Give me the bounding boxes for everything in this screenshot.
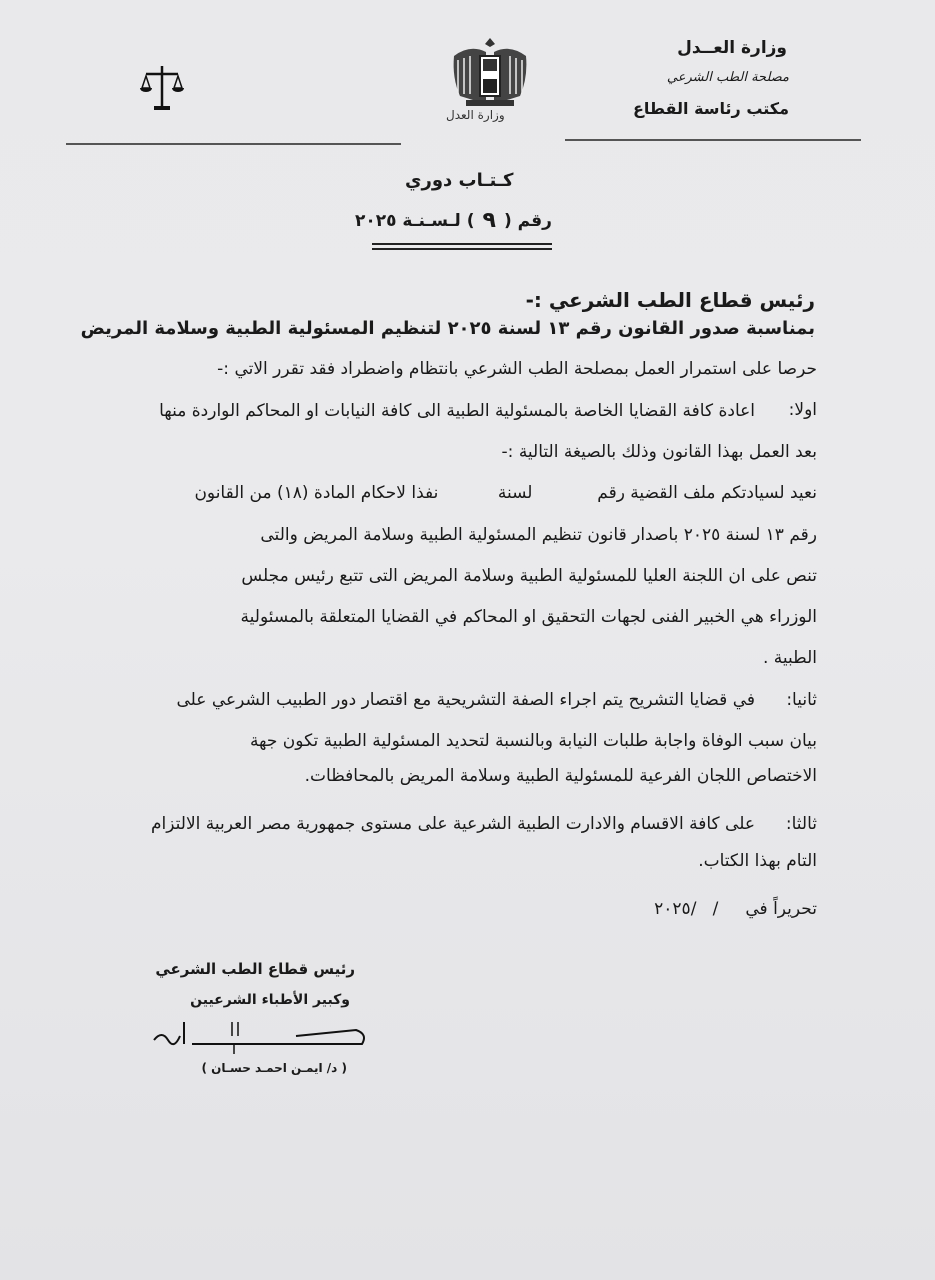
department-name: مصلحة الطب الشرعي bbox=[666, 70, 789, 85]
item-line: الوزراء هي الخبير الفنى لجهات التحقيق او المحاكم في القضايا المتعلقة بالمسئولية bbox=[240, 607, 817, 627]
item-line: التام بهذا الكتاب. bbox=[698, 851, 817, 871]
item-line: على كافة الاقسام والادارت الطبية الشرعية على مستوى جمهورية مصر العربية الالتزام bbox=[151, 814, 755, 834]
item-line: رقم ١٣ لسنة ٢٠٢٥ باصدار قانون تنظيم المسئولية الطبية وسلامة المريض والتى bbox=[260, 525, 817, 545]
item-line: الاختصاص اللجان الفرعية للمسئولية الطبية وسلامة المريض بالمحافظات. bbox=[304, 766, 817, 786]
item-line: اعادة كافة القضايا الخاصة بالمسئولية الطبية الى كافة النيابات او المحاكم الواردة منها bbox=[159, 401, 755, 421]
signatory-title-2: وكبير الأطباء الشرعيين bbox=[190, 992, 350, 1008]
document-number bbox=[355, 208, 552, 233]
title-underline-2 bbox=[372, 248, 552, 250]
item-label: اولا: bbox=[788, 400, 817, 420]
emblem-caption: وزارة العدل bbox=[446, 108, 505, 122]
item-label: ثانيا: bbox=[786, 690, 817, 710]
document-number-label: رقم ( bbox=[503, 210, 552, 231]
title-underline bbox=[372, 243, 552, 245]
item-line: تنص على ان اللجنة العليا للمسئولية الطبية وسلامة المريض التى تتبع رئيس مجلس bbox=[241, 566, 817, 586]
date-line: تحريراً في / /٢٠٢٥ bbox=[654, 899, 817, 919]
item-line: في قضايا التشريح يتم اجراء الصفة التشريحية مع اقتصار دور الطبيب الشرعي على bbox=[176, 690, 755, 710]
signatory-name: ( د/ ايمـن احمـد حسـان ) bbox=[201, 1061, 347, 1075]
item-line: بعد العمل بهذا القانون وذلك بالصيغة التالية :- bbox=[501, 442, 817, 462]
signatory-title: رئيس قطاع الطب الشرعي bbox=[155, 960, 355, 978]
document-year: ) لـسـنـة ٢٠٢٥ bbox=[355, 210, 475, 231]
addressee: رئيس قطاع الطب الشرعي :- bbox=[525, 288, 815, 312]
item-label: ثالثا: bbox=[785, 814, 817, 834]
subject: بمناسبة صدور القانون رقم ١٣ لسنة ٢٠٢٥ لتنظيم المسئولية الطبية وسلامة المريض bbox=[80, 318, 815, 339]
intro-text: حرصا على استمرار العمل بمصلحة الطب الشرعي بانتظام واضطراد فقد تقرر الاتي :- bbox=[217, 359, 817, 379]
document-number-value: ٩ bbox=[482, 208, 496, 233]
header-rule-left bbox=[66, 143, 401, 145]
crescent-scales-logo-icon bbox=[124, 48, 194, 128]
item-line: الطبية . bbox=[762, 648, 817, 668]
header-rule-right bbox=[565, 139, 861, 141]
item-line: نعيد لسيادتكم ملف القضية رقم لسنة نفذا لاحكام المادة (١٨) من القانون bbox=[194, 483, 817, 503]
item-line: بيان سبب الوفاة واجابة طلبات النيابة وبالنسبة لتحديد المسئولية الطبية تكون جهة bbox=[249, 731, 817, 751]
ministry-name: وزارة العــدل bbox=[677, 38, 787, 58]
handwritten-signature-icon bbox=[150, 1018, 370, 1058]
document-type: كـتـاب دوري bbox=[405, 170, 514, 191]
office-name: مكتب رئاسة القطاع bbox=[632, 99, 789, 118]
